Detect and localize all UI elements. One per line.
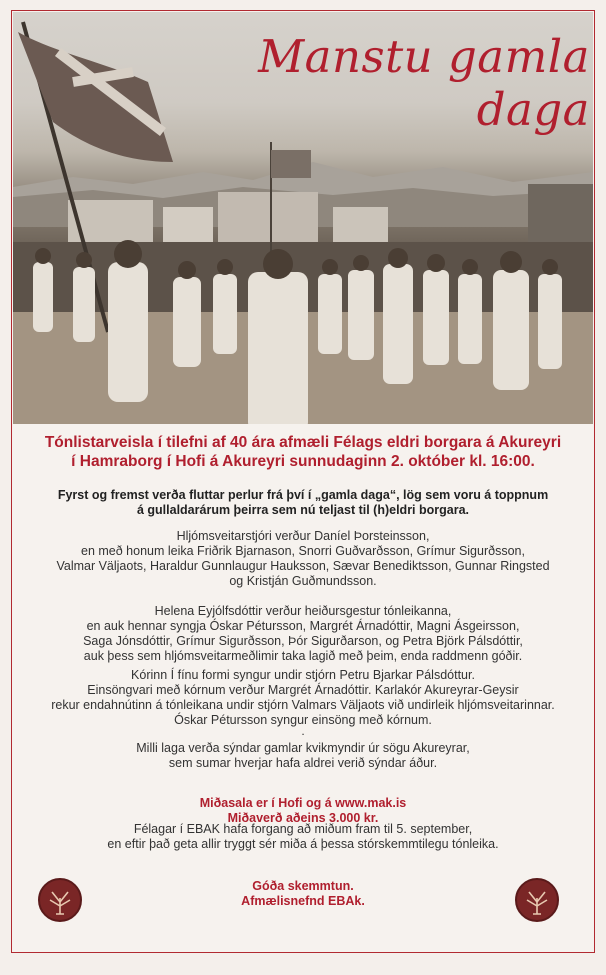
headline-line: í Hamraborg í Hofi á Akureyri sunnudaginn 2. október kl. 16:00. bbox=[71, 453, 535, 470]
paragraph-line: Kórinn Í fínu formi syngur undir stjórn Petru Bjarkar Pálsdóttur. bbox=[131, 668, 475, 682]
intro-text bbox=[20, 488, 586, 518]
closing-line: Afmælisnefnd EBAk. bbox=[241, 894, 365, 908]
ticket-line: Miðaverð aðeins 3.000 kr. bbox=[227, 811, 379, 825]
paragraph-line: en auk hennar syngja Óskar Pétursson, Margrét Árnadóttir, Magni Ásgeirsson, bbox=[86, 619, 520, 633]
paragraph-line: en eftir það geta allir tryggt sér miða á þessa stórskemmtilegu tónleika. bbox=[107, 837, 499, 851]
closing-text bbox=[20, 879, 586, 909]
choir-paragraph bbox=[20, 668, 586, 728]
separator-dot: . bbox=[301, 724, 305, 738]
paragraph-line: Milli laga verða sýndar gamlar kvikmyndir úr sögu Akureyrar, bbox=[136, 741, 470, 755]
paragraph-line: Saga Jónsdóttir, Grímur Sigurðsson, Þór Sigurðarson, og Petra Björk Pálsdóttir, bbox=[83, 634, 523, 648]
paragraph-line: en með honum leika Friðrik Bjarnason, Snorri Guðvarðsson, Grímur Sigurðsson, bbox=[81, 544, 525, 558]
paragraph-line: Félagar í EBAK hafa forgang að miðum fram til 5. september, bbox=[133, 822, 473, 836]
band-paragraph bbox=[20, 529, 586, 589]
paragraph-line: og Kristján Guðmundsson. bbox=[229, 574, 377, 588]
paragraph-line: Valmar Väljaots, Haraldur Gunnlaugur Hauksson, Sævar Benediktsson, Gunnar Ringsted bbox=[56, 559, 550, 573]
films-paragraph bbox=[20, 741, 586, 771]
intro-line: Fyrst og fremst verða fluttar perlur frá því í „gamla daga“, lög sem voru á toppnum bbox=[57, 488, 549, 502]
members-paragraph bbox=[20, 822, 586, 852]
closing-line: Góða skemmtun. bbox=[252, 879, 354, 893]
paragraph-line: Hljómsveitarstjóri verður Daníel Þorsteinsson, bbox=[176, 529, 430, 543]
singers-paragraph bbox=[20, 604, 586, 664]
paragraph-line: Óskar Pétursson syngur einsöng með kórnum. bbox=[174, 713, 432, 727]
tree-emblem-icon bbox=[38, 878, 82, 922]
poster-title: Manstu gamla daga bbox=[258, 30, 590, 136]
event-headline bbox=[20, 433, 586, 471]
paragraph-line: Einsöngvari með kórnum verður Margrét Árnadóttir. Karlakór Akureyrar-Geysir bbox=[87, 683, 519, 697]
paragraph-line: Helena Eyjólfsdóttir verður heiðursgestur tónleikanna, bbox=[154, 604, 452, 618]
paragraph-line: rekur endahnútinn á tónleikana undir stjórn Valmars Väljaots við undirleik hljómsveitarinnar. bbox=[51, 698, 555, 712]
ticket-line: Miðasala er í Hofi og á www.mak.is bbox=[199, 796, 407, 810]
paragraph-line: auk þess sem hljómsveitarmeðlimir taka lagið með þeim, enda raddmenn góðir. bbox=[83, 649, 523, 663]
headline-line: Tónlistarveisla í tilefni af 40 ára afmæli Félags eldri borgara á Akureyri bbox=[44, 434, 562, 451]
tree-emblem-icon bbox=[515, 878, 559, 922]
paragraph-line: sem sumar hverjar hafa aldrei verið sýndar áður. bbox=[168, 756, 438, 770]
intro-line: á gullaldarárum þeirra sem nú teljast til (h)eldri borgara. bbox=[136, 503, 470, 517]
